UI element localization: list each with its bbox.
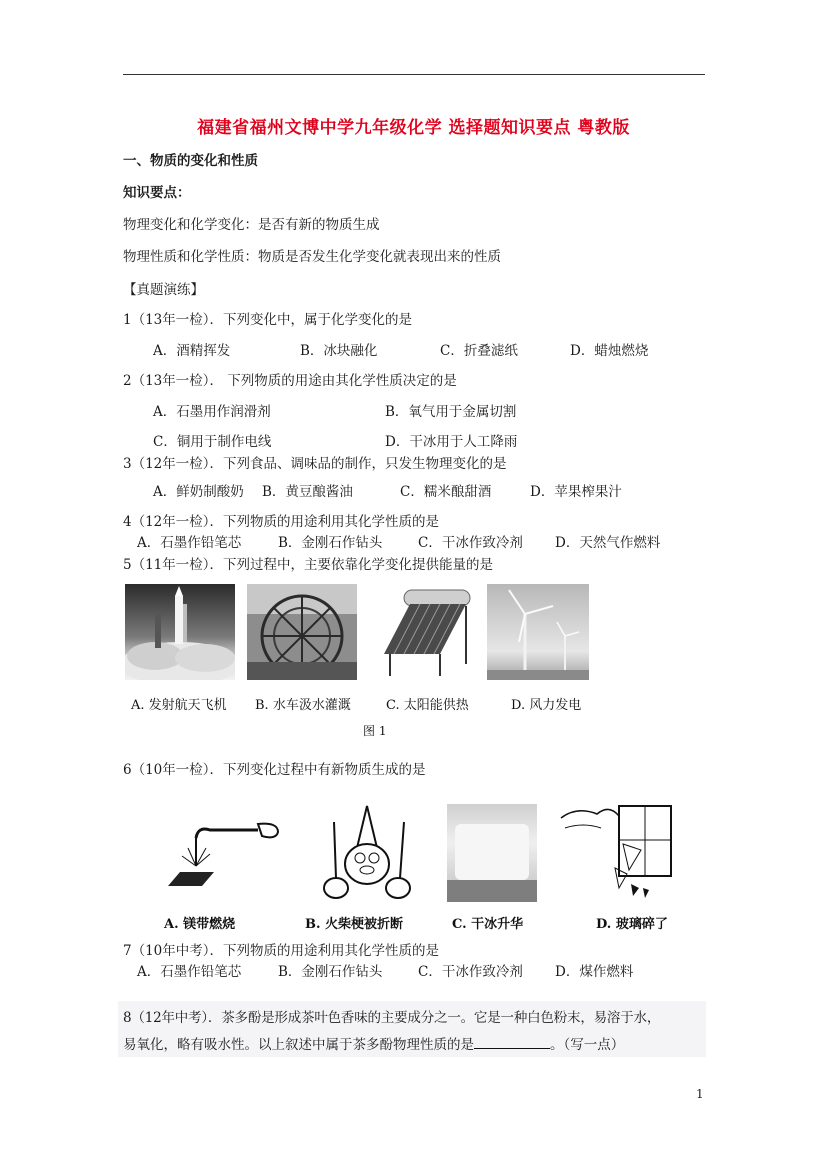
figure-caption: 图 1 bbox=[363, 724, 387, 738]
question-2-option-d: D．干冰用于人工降雨 bbox=[385, 434, 518, 450]
question-6-option-a: A. 镁带燃烧 bbox=[164, 917, 236, 932]
question-2-option-c: C．铜用于制作电线 bbox=[153, 434, 272, 450]
question-2-option-a: A．石墨用作润滑剂 bbox=[153, 404, 271, 420]
question-2-option-b: B．氧气用于金属切割 bbox=[385, 404, 517, 420]
question-5-option-d: D. 风力发电 bbox=[511, 698, 582, 713]
question-7-stem: 7（10年中考）．下列物质的用途利用其化学性质的是 bbox=[123, 943, 440, 959]
question-4-option-b: B．金刚石作钻头 bbox=[278, 535, 383, 551]
magnesium-burning-drawing bbox=[158, 808, 283, 902]
question-1-option-b: B．冰块融化 bbox=[300, 343, 378, 359]
question-5-option-c: C. 太阳能供热 bbox=[386, 698, 469, 713]
question-3-option-c: C．糯米酿甜酒 bbox=[400, 484, 492, 500]
question-5-option-b: B. 水车汲水灌溉 bbox=[255, 698, 351, 713]
question-4-option-c: C．干冰作致冷剂 bbox=[418, 535, 523, 551]
question-7-option-d: D．煤作燃料 bbox=[555, 964, 634, 980]
question-5-stem: 5（11年一检）．下列过程中，主要依靠化学变化提供能量的是 bbox=[123, 557, 494, 573]
question-4-option-a: A．石墨作铅笔芯 bbox=[137, 535, 242, 551]
question-7-option-b: B．金刚石作钻头 bbox=[278, 964, 383, 980]
solar-water-heater-photo bbox=[370, 584, 476, 680]
question-2-stem: 2（13年一检）． 下列物质的用途由其化学性质决定的是 bbox=[123, 373, 457, 389]
question-8-line-1: 8（12年中考）．茶多酚是形成茶叶色香味的主要成分之一。它是一种白色粉末，易溶于水， bbox=[123, 1010, 661, 1026]
question-1-stem: 1（13年一检）．下列变化中，属于化学变化的是 bbox=[123, 312, 413, 328]
page-number: 1 bbox=[696, 1087, 704, 1101]
answer-blank[interactable] bbox=[474, 1034, 550, 1049]
question-3-option-d: D．苹果榨果汁 bbox=[530, 484, 622, 500]
question-6-stem: 6（10年一检）．下列变化过程中有新物质生成的是 bbox=[123, 762, 426, 778]
water-wheel-photo bbox=[247, 584, 357, 680]
question-7-option-c: C．干冰作致冷剂 bbox=[418, 964, 523, 980]
knowledge-point-1: 物理变化和化学变化：是否有新的物质生成 bbox=[123, 217, 380, 233]
space-shuttle-launch-photo bbox=[125, 584, 235, 680]
question-5-option-a: A. 发射航天飞机 bbox=[131, 698, 227, 713]
question-3-option-b: B．黄豆酿酱油 bbox=[262, 484, 353, 500]
question-1-option-a: A．酒精挥发 bbox=[153, 343, 231, 359]
header-rule bbox=[123, 74, 705, 75]
wind-turbine-photo bbox=[487, 584, 589, 680]
question-3-option-a: A．鲜奶制酸奶 bbox=[153, 484, 244, 500]
question-7-option-a: A．石墨作铅笔芯 bbox=[137, 964, 242, 980]
question-4-option-d: D．天然气作燃料 bbox=[555, 535, 661, 551]
question-1-option-d: D．蜡烛燃烧 bbox=[570, 343, 649, 359]
question-6-option-d: D. 玻璃碎了 bbox=[596, 917, 668, 932]
page-title: 福建省福州文博中学九年级化学 选择题知识要点 粤教版 bbox=[197, 118, 630, 138]
matchstick-cartoon-drawing bbox=[320, 802, 415, 904]
knowledge-point-2: 物理性质和化学性质：物质是否发生化学变化就表现出来的性质 bbox=[123, 249, 501, 265]
question-8-line-2-tail: 。（写一点） bbox=[550, 1037, 625, 1053]
broken-glass-drawing bbox=[557, 800, 675, 904]
dry-ice-sublimation-photo bbox=[447, 804, 537, 902]
practice-heading: 【真题演练】 bbox=[123, 282, 204, 298]
section-heading: 一、物质的变化和性质 bbox=[123, 153, 258, 169]
question-8-line-2 bbox=[123, 1034, 624, 1054]
question-4-stem: 4（12年一检）．下列物质的用途利用其化学性质的是 bbox=[123, 514, 440, 530]
question-6-option-b: B. 火柴梗被折断 bbox=[305, 917, 404, 932]
question-1-option-c: C．折叠滤纸 bbox=[440, 343, 518, 359]
knowledge-heading: 知识要点： bbox=[123, 185, 191, 201]
question-3-stem: 3（12年一检）．下列食品、调味品的制作，只发生物理变化的是 bbox=[123, 456, 507, 472]
question-8-line-2-text: 易氧化，略有吸水性。以上叙述中属于茶多酚物理性质的是 bbox=[123, 1037, 474, 1053]
question-6-option-c: C. 干冰升华 bbox=[452, 917, 524, 932]
